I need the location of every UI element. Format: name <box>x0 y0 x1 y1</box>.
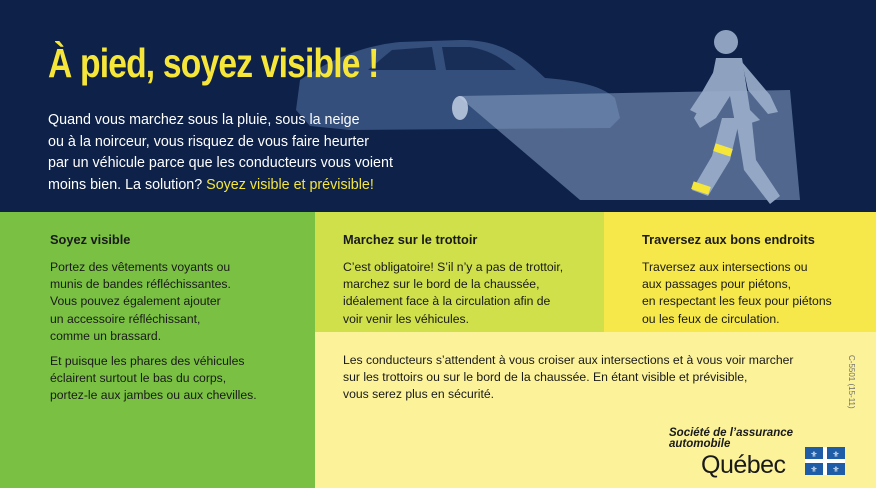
footer-note: Les conducteurs s’attendent à vous croiser aux intersections et à vous voir marcher sur les trottoirs ou sur le bord de la chaussée. En étant visible et prévisible, vous serez plus en sécurité. <box>343 353 794 402</box>
section-marchez-trottoir <box>315 212 604 332</box>
logo-line2: automobile <box>669 438 731 450</box>
section-paragraph: Et puisque les phares des véhicules éclairent surtout le bas du corps, portez-le aux jambes ou aux chevilles. <box>50 354 257 403</box>
section-paragraph: Traversez aux intersections ou aux passages pour piétons, en respectant les feux pour piétons ou les feux de circulation. <box>642 260 832 326</box>
quebec-flag-icon <box>805 447 845 475</box>
section-traversez <box>604 212 876 332</box>
intro-text: Quand vous marchez sous la pluie, sous la neige ou à la noirceur, vous risquez de vous faire heurter par un véhicule parce que les conducteurs vous voient moins bien. La solution? Soyez visible et prévisible! <box>48 112 393 193</box>
section-soyez-visible <box>0 212 315 488</box>
saaq-logo <box>669 427 849 483</box>
logo-line1: Société de l’assurance <box>669 427 794 439</box>
section-heading: Traversez aux bons endroits <box>642 232 815 247</box>
section-heading: Marchez sur le trottoir <box>343 232 478 247</box>
section-heading: Soyez visible <box>50 232 131 247</box>
intro-highlight: Soyez visible et prévisible! <box>206 176 374 193</box>
svg-text:⚜: ⚜ <box>832 465 840 474</box>
logo-quebec: Québec <box>701 451 786 479</box>
page-title: À pied, soyez visible ! <box>48 40 379 86</box>
section-paragraph: Portez des vêtements voyants ou munis de bandes réfléchissantes. Vous pouvez également ajouter un accessoire réfléchissant, comme un brassard. <box>50 260 231 343</box>
document-code: C-5501 (15-11) <box>847 355 856 409</box>
svg-text:⚜: ⚜ <box>810 465 818 474</box>
svg-text:⚜: ⚜ <box>810 450 818 459</box>
section-paragraph: C’est obligatoire! S’il n’y a pas de trottoir, marchez sur le bord de la chaussée, idéalement face à la circulation afin de voir venir les véhicules. <box>343 260 564 326</box>
svg-text:⚜: ⚜ <box>832 450 840 459</box>
header-banner <box>0 0 876 212</box>
